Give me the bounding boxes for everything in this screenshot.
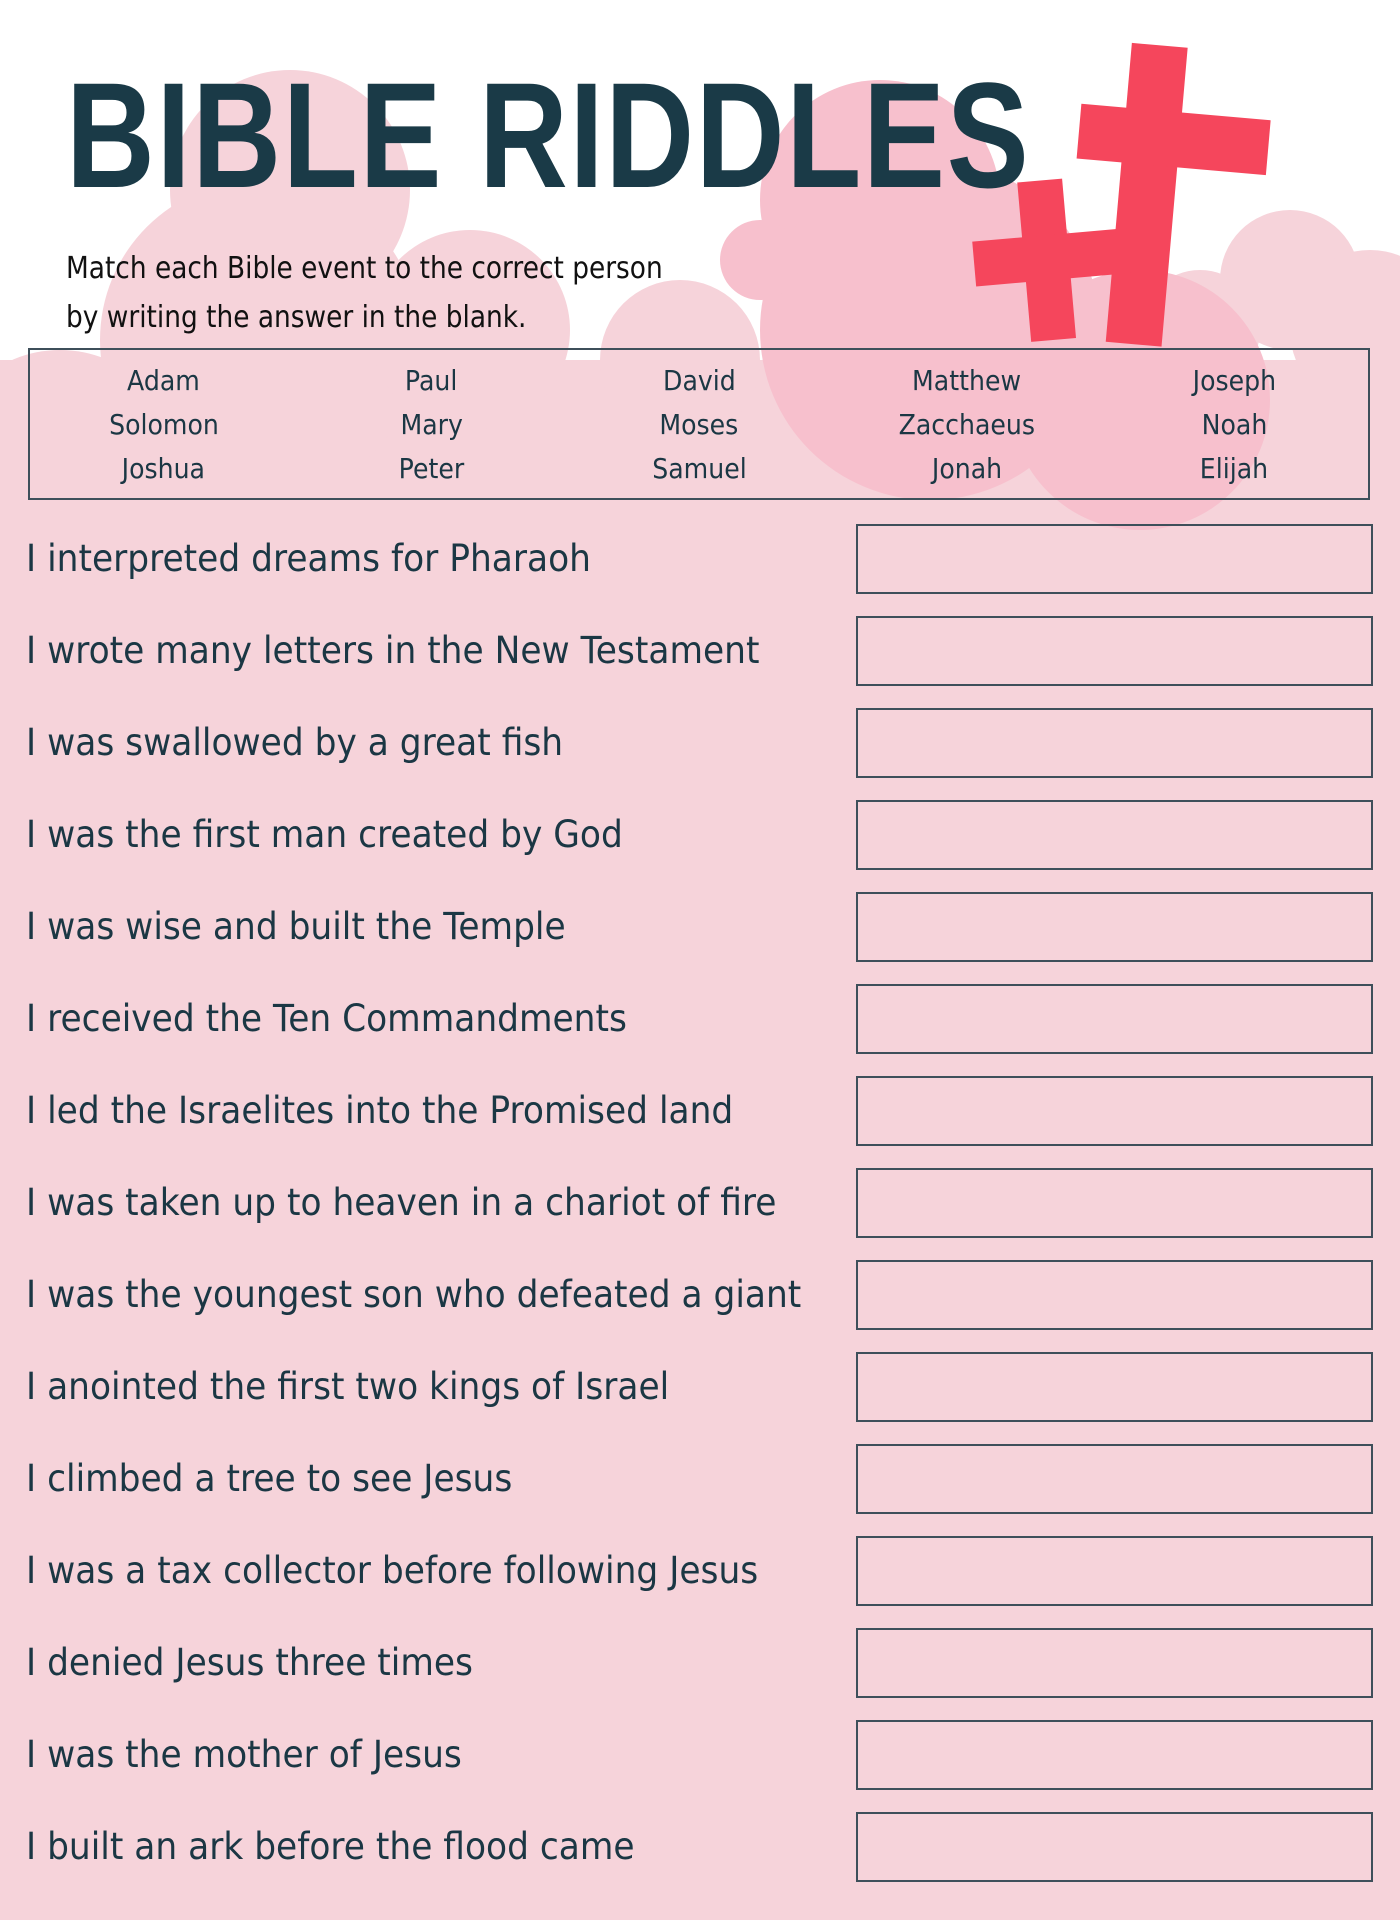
answer-blank[interactable] bbox=[856, 1168, 1373, 1238]
answer-blank[interactable] bbox=[856, 1444, 1373, 1514]
answer-blank[interactable] bbox=[856, 800, 1373, 870]
answer-blank[interactable] bbox=[856, 1628, 1373, 1698]
word-bank-item: Joseph bbox=[1192, 363, 1276, 397]
riddle-text: I interpreted dreams for Pharaoh bbox=[26, 537, 591, 580]
word-bank-item: Joshua bbox=[122, 451, 206, 485]
word-bank-item: Mary bbox=[400, 407, 463, 441]
word-bank-item: Peter bbox=[398, 451, 465, 485]
answer-blank[interactable] bbox=[856, 1720, 1373, 1790]
riddle-text: I anointed the first two kings of Israel bbox=[26, 1365, 670, 1408]
riddle-text: I received the Ten Commandments bbox=[26, 997, 627, 1040]
answer-blank[interactable] bbox=[856, 1352, 1373, 1422]
riddle-text: I was the youngest son who defeated a giant bbox=[26, 1273, 802, 1316]
answer-blank[interactable] bbox=[856, 1260, 1373, 1330]
word-bank-item: Matthew bbox=[912, 363, 1022, 397]
word-bank bbox=[28, 348, 1370, 500]
answer-blank[interactable] bbox=[856, 1536, 1373, 1606]
riddle-text: I wrote many letters in the New Testament bbox=[26, 629, 760, 672]
answer-blank[interactable] bbox=[856, 1812, 1373, 1882]
word-bank-item: Solomon bbox=[108, 407, 219, 441]
answer-blank[interactable] bbox=[856, 984, 1373, 1054]
word-bank-item: David bbox=[662, 363, 736, 397]
riddle-text: I was a tax collector before following Jesus bbox=[26, 1549, 759, 1592]
word-bank-item: Noah bbox=[1201, 407, 1268, 441]
answer-blank[interactable] bbox=[856, 708, 1373, 778]
riddle-text: I was the mother of Jesus bbox=[26, 1733, 462, 1776]
word-bank-item: Adam bbox=[127, 363, 201, 397]
riddle-text: I was the first man created by God bbox=[26, 813, 623, 856]
answer-blank[interactable] bbox=[856, 524, 1373, 594]
riddle-text: I built an ark before the flood came bbox=[26, 1825, 635, 1868]
riddle-text: I was wise and built the Temple bbox=[26, 905, 566, 948]
riddle-text: I led the Israelites into the Promised land bbox=[26, 1089, 734, 1132]
word-bank-item: Elijah bbox=[1200, 451, 1269, 485]
word-bank-item: Moses bbox=[659, 407, 739, 441]
page-title: BIBLE RIDDLES bbox=[66, 51, 1031, 219]
word-bank-item: Samuel bbox=[651, 451, 747, 485]
riddle-text: I denied Jesus three times bbox=[26, 1641, 473, 1684]
riddle-text: I was swallowed by a great fish bbox=[26, 721, 564, 764]
word-bank-item: Paul bbox=[405, 363, 458, 397]
riddle-text: I was taken up to heaven in a chariot of fire bbox=[26, 1181, 777, 1224]
riddle-text: I climbed a tree to see Jesus bbox=[26, 1457, 513, 1500]
instructions-line: by writing the answer in the blank. bbox=[66, 300, 527, 335]
instructions-line: Match each Bible event to the correct person bbox=[66, 251, 663, 286]
answer-blank[interactable] bbox=[856, 1076, 1373, 1146]
instructions bbox=[66, 244, 663, 342]
answer-blank[interactable] bbox=[856, 616, 1373, 686]
word-bank-item: Jonah bbox=[931, 451, 1002, 485]
word-bank-item: Zacchaeus bbox=[898, 407, 1035, 441]
answer-blank[interactable] bbox=[856, 892, 1373, 962]
